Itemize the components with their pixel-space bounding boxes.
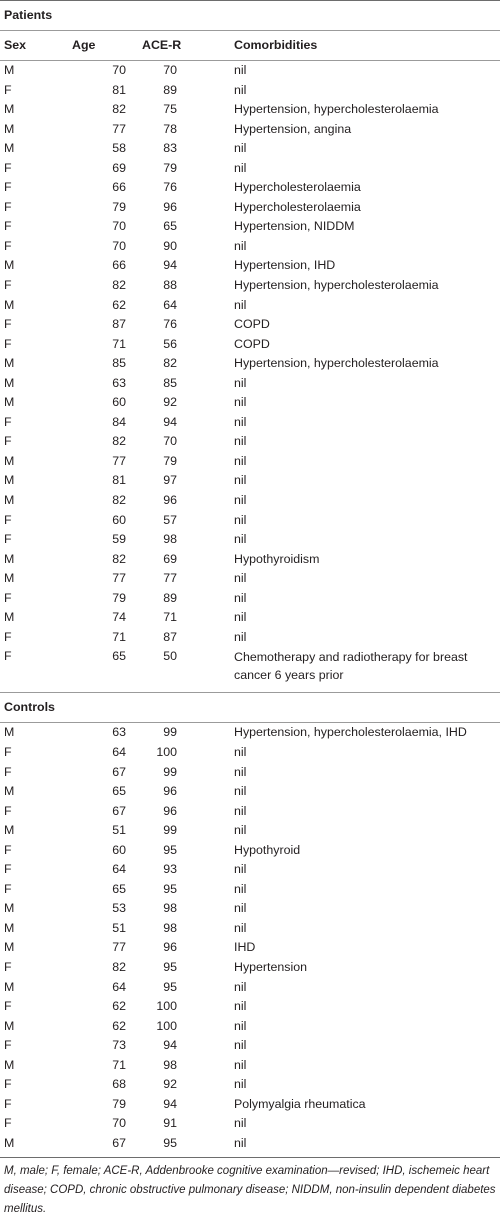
sex-cell: F: [4, 1038, 12, 1053]
age-cell: 64: [112, 744, 126, 759]
comorbidities-cell: nil: [234, 1057, 247, 1072]
comorbidities-cell: nil: [234, 63, 247, 77]
sex-cell: M: [4, 453, 15, 468]
age-cell: 82: [112, 493, 126, 508]
sex-cell: M: [4, 823, 15, 838]
age-cell: 82: [112, 278, 126, 293]
age-cell: 66: [112, 258, 126, 273]
sex-cell: M: [4, 940, 15, 955]
age-cell: 71: [112, 336, 126, 351]
comorbidities-cell: nil: [234, 414, 247, 429]
age-cell: 81: [112, 473, 126, 488]
sex-cell: M: [4, 1057, 15, 1072]
acer-cell: 70: [163, 434, 177, 449]
age-cell: 84: [112, 414, 126, 429]
sex-cell: F: [4, 336, 12, 351]
acer-cell: 69: [163, 551, 177, 566]
age-cell: 66: [112, 180, 126, 195]
acer-cell: 94: [163, 1038, 177, 1053]
sex-cell: F: [4, 434, 12, 449]
acer-cell: 57: [163, 512, 177, 527]
table-row: [0, 374, 500, 394]
acer-cell: 99: [163, 725, 177, 740]
acer-cell: 78: [163, 121, 177, 136]
comorbidities-cell: Hypercholesterolaemia: [234, 180, 361, 195]
age-cell: 65: [112, 649, 126, 664]
sex-cell: M: [4, 1018, 15, 1033]
acer-cell: 85: [163, 375, 177, 390]
comorbidities-cell: nil: [234, 823, 247, 838]
comorbidities-cell: nil: [234, 82, 247, 97]
acer-cell: 98: [163, 901, 177, 916]
comorbidities-cell: nil: [234, 862, 247, 877]
table-row: [0, 723, 500, 743]
acer-cell: 82: [163, 356, 177, 371]
comorbidities-cell: Hypertension, angina: [234, 121, 352, 136]
table-row: [0, 159, 500, 179]
sex-cell: F: [4, 82, 12, 97]
table-row: [0, 608, 500, 628]
age-cell: 63: [112, 725, 126, 740]
column-header-sex: Sex: [4, 38, 27, 52]
age-cell: 59: [112, 532, 126, 547]
sex-cell: M: [4, 901, 15, 916]
table-row: [0, 841, 500, 861]
table-row: [0, 530, 500, 550]
comorbidities-cell: COPD: [234, 317, 270, 332]
sex-cell: F: [4, 414, 12, 429]
table-row: [0, 1036, 500, 1056]
patients-rows-table: [0, 61, 500, 686]
sex-cell: F: [4, 160, 12, 175]
acer-cell: 87: [163, 629, 177, 644]
acer-cell: 56: [163, 336, 177, 351]
acer-cell: 64: [163, 297, 177, 312]
age-cell: 51: [112, 823, 126, 838]
comorbidities-cell: Hypertension, hypercholesterolaemia, IHD: [234, 725, 467, 740]
comorbidities-cell: Hypercholesterolaemia: [234, 199, 361, 214]
sex-cell: F: [4, 512, 12, 527]
age-cell: 70: [112, 1116, 126, 1131]
acer-cell: 92: [163, 1077, 177, 1092]
comorbidities-cell: nil: [234, 764, 247, 779]
table-row: [0, 315, 500, 335]
table-row: [0, 978, 500, 998]
comorbidities-cell: nil: [234, 512, 247, 527]
acer-cell: 92: [163, 395, 177, 410]
table-row: [0, 81, 500, 101]
acer-cell: 100: [156, 1018, 177, 1033]
sex-cell: M: [4, 63, 15, 77]
comorbidities-cell: nil: [234, 453, 247, 468]
age-cell: 60: [112, 842, 126, 857]
age-cell: 82: [112, 102, 126, 117]
comorbidities-cell: Hypertension, NIDDM: [234, 219, 355, 234]
sex-cell: M: [4, 610, 15, 625]
table-row: [0, 743, 500, 763]
sex-cell: F: [4, 744, 12, 759]
comorbidities-cell: Hypothyroid: [234, 842, 301, 857]
sex-cell: F: [4, 649, 12, 664]
table-row: [0, 1075, 500, 1095]
acer-cell: 97: [163, 473, 177, 488]
acer-cell: 91: [163, 1116, 177, 1131]
age-cell: 60: [112, 395, 126, 410]
table-row: [0, 413, 500, 433]
age-cell: 79: [112, 590, 126, 605]
table-row: [0, 178, 500, 198]
table-footnote: M, male; F, female; ACE-R, Addenbrooke cognitive examination—revised; IHD, ischemeic heart disease; COPD, chronic obstructive pulmonary disease; NIDDM, non-insulin dependent diabetes mellitus.: [4, 1165, 496, 1216]
sex-cell: F: [4, 317, 12, 332]
age-cell: 62: [112, 1018, 126, 1033]
table-row: [0, 1017, 500, 1037]
acer-cell: 99: [163, 764, 177, 779]
acer-cell: 98: [163, 532, 177, 547]
age-cell: 51: [112, 920, 126, 935]
comorbidities-cell: nil: [234, 532, 247, 547]
sex-cell: M: [4, 258, 15, 273]
comorbidities-cell: Hypertension, IHD: [234, 258, 336, 273]
sex-cell: M: [4, 979, 15, 994]
sex-cell: M: [4, 725, 15, 740]
age-cell: 62: [112, 297, 126, 312]
acer-cell: 100: [156, 999, 177, 1014]
table-row: [0, 938, 500, 958]
table-row: [0, 782, 500, 802]
table-row: [0, 821, 500, 841]
table-row: [0, 471, 500, 491]
acer-cell: 71: [163, 610, 177, 625]
acer-cell: 94: [163, 414, 177, 429]
comorbidities-cell: nil: [234, 881, 247, 896]
comorbidities-cell: IHD: [234, 940, 256, 955]
table-row: [0, 1056, 500, 1076]
acer-cell: 75: [163, 102, 177, 117]
age-cell: 77: [112, 453, 126, 468]
sex-cell: M: [4, 356, 15, 371]
sex-cell: M: [4, 920, 15, 935]
column-header-comorbidities: Comorbidities: [234, 38, 318, 52]
acer-cell: 95: [163, 959, 177, 974]
sex-cell: F: [4, 959, 12, 974]
age-cell: 65: [112, 784, 126, 799]
controls-section-title: Controls: [4, 700, 55, 715]
sex-cell: F: [4, 238, 12, 253]
sex-cell: M: [4, 473, 15, 488]
controls-rows-table: [0, 723, 500, 1153]
acer-cell: 70: [163, 63, 177, 77]
age-cell: 81: [112, 82, 126, 97]
sex-cell: M: [4, 297, 15, 312]
sex-cell: F: [4, 219, 12, 234]
age-cell: 82: [112, 434, 126, 449]
controls-title-table: [0, 693, 500, 722]
table-row: [0, 354, 500, 374]
age-cell: 82: [112, 551, 126, 566]
comorbidities-cell: nil: [234, 160, 247, 175]
acer-cell: 96: [163, 784, 177, 799]
age-cell: 63: [112, 375, 126, 390]
sex-cell: M: [4, 551, 15, 566]
acer-cell: 83: [163, 141, 177, 156]
table-row: [0, 237, 500, 257]
sex-cell: F: [4, 1096, 12, 1111]
comorbidities-cell: nil: [234, 901, 247, 916]
sex-cell: M: [4, 1135, 15, 1150]
acer-cell: 96: [163, 199, 177, 214]
sex-cell: F: [4, 881, 12, 896]
table-row: [0, 393, 500, 413]
acer-cell: 96: [163, 940, 177, 955]
comorbidities-cell: Hypothyroidism: [234, 551, 320, 566]
table-row: [0, 958, 500, 978]
age-cell: 64: [112, 979, 126, 994]
acer-cell: 95: [163, 881, 177, 896]
acer-cell: 90: [163, 238, 177, 253]
table-row: [0, 217, 500, 237]
comorbidities-cell: nil: [234, 803, 247, 818]
table-row: [0, 1114, 500, 1134]
acer-cell: 88: [163, 278, 177, 293]
table-row: [0, 860, 500, 880]
sex-cell: M: [4, 375, 15, 390]
table-row: [0, 61, 500, 81]
comorbidities-cell: nil: [234, 434, 247, 449]
column-header-acer: ACE-R: [142, 38, 182, 52]
sex-cell: M: [4, 784, 15, 799]
patients-section-title: Patients: [4, 8, 53, 22]
age-cell: 67: [112, 1135, 126, 1150]
controls-section-row: [0, 693, 500, 722]
table-row: [0, 120, 500, 140]
age-cell: 71: [112, 629, 126, 644]
age-cell: 71: [112, 1057, 126, 1072]
comorbidities-cell: nil: [234, 590, 247, 605]
age-cell: 69: [112, 160, 126, 175]
age-cell: 67: [112, 764, 126, 779]
table-row: [0, 335, 500, 355]
age-cell: 70: [112, 63, 126, 77]
acer-cell: 98: [163, 1057, 177, 1072]
sex-cell: F: [4, 1116, 12, 1131]
table-row: [0, 628, 500, 648]
patients-table-body: [0, 1, 500, 30]
age-cell: 65: [112, 881, 126, 896]
acer-cell: 76: [163, 180, 177, 195]
table-row: [0, 1095, 500, 1115]
age-cell: 68: [112, 1077, 126, 1092]
comorbidities-cell: nil: [234, 395, 247, 410]
acer-cell: 89: [163, 590, 177, 605]
column-header-table: [0, 31, 500, 60]
sex-cell: F: [4, 862, 12, 877]
comorbidities-cell: nil: [234, 784, 247, 799]
controls-rows: [0, 723, 500, 1153]
sex-cell: F: [4, 803, 12, 818]
patients-rows: [0, 61, 500, 686]
comorbidities-cell: nil: [234, 1018, 247, 1033]
table-row: [0, 276, 500, 296]
sex-cell: F: [4, 199, 12, 214]
comorbidities-cell: Hypertension, hypercholesterolaemia: [234, 102, 439, 117]
acer-cell: 77: [163, 571, 177, 586]
age-cell: 87: [112, 317, 126, 332]
comorbidities-cell: nil: [234, 979, 247, 994]
table-row: [0, 569, 500, 589]
patients-section-row: [0, 1, 500, 30]
age-cell: 85: [112, 356, 126, 371]
table-row: [0, 647, 500, 686]
sex-cell: M: [4, 121, 15, 136]
comorbidities-cell: Polymyalgia rheumatica: [234, 1096, 366, 1111]
acer-cell: 79: [163, 453, 177, 468]
table-row: [0, 899, 500, 919]
table-row: [0, 432, 500, 452]
comorbidities-cell: nil: [234, 141, 247, 156]
age-cell: 73: [112, 1038, 126, 1053]
table-row: [0, 997, 500, 1017]
table-row: [0, 1134, 500, 1154]
comorbidities-cell: nil: [234, 493, 247, 508]
age-cell: 82: [112, 959, 126, 974]
table-row: [0, 919, 500, 939]
comorbidities-cell: nil: [234, 1116, 247, 1131]
comorbidities-cell: nil: [234, 629, 247, 644]
comorbidities-cell: nil: [234, 375, 247, 390]
sex-cell: F: [4, 532, 12, 547]
comorbidities-cell: Chemotherapy and radiotherapy for breast cancer 6 years prior: [234, 650, 468, 683]
sex-cell: F: [4, 278, 12, 293]
comorbidities-cell: Hypertension, hypercholesterolaemia: [234, 356, 439, 371]
table-row: [0, 256, 500, 276]
comorbidities-cell: nil: [234, 744, 247, 759]
acer-cell: 99: [163, 823, 177, 838]
acer-cell: 79: [163, 160, 177, 175]
age-cell: 62: [112, 999, 126, 1014]
acer-cell: 94: [163, 1096, 177, 1111]
table-row: [0, 139, 500, 159]
table-row: [0, 452, 500, 472]
acer-cell: 95: [163, 1135, 177, 1150]
age-cell: 58: [112, 141, 126, 156]
age-cell: 77: [112, 121, 126, 136]
comorbidities-cell: COPD: [234, 336, 270, 351]
column-header-age: Age: [72, 38, 96, 52]
table-row: [0, 763, 500, 783]
comorbidities-cell: nil: [234, 297, 247, 312]
table-row: [0, 802, 500, 822]
comorbidities-cell: nil: [234, 1077, 247, 1092]
table-row: [0, 880, 500, 900]
sex-cell: M: [4, 395, 15, 410]
comorbidities-cell: nil: [234, 1038, 247, 1053]
comorbidities-cell: nil: [234, 473, 247, 488]
age-cell: 70: [112, 238, 126, 253]
table-row: [0, 589, 500, 609]
acer-cell: 76: [163, 317, 177, 332]
column-header-row: [0, 31, 500, 60]
acer-cell: 95: [163, 842, 177, 857]
table-row: [0, 511, 500, 531]
comorbidities-cell: nil: [234, 610, 247, 625]
comorbidities-cell: nil: [234, 238, 247, 253]
acer-cell: 96: [163, 803, 177, 818]
age-cell: 77: [112, 571, 126, 586]
sex-cell: M: [4, 141, 15, 156]
comorbidities-cell: nil: [234, 571, 247, 586]
comorbidities-cell: nil: [234, 1135, 247, 1150]
sex-cell: F: [4, 999, 12, 1014]
age-cell: 60: [112, 512, 126, 527]
acer-cell: 65: [163, 219, 177, 234]
age-cell: 70: [112, 219, 126, 234]
table-row: [0, 296, 500, 316]
acer-cell: 89: [163, 82, 177, 97]
age-cell: 74: [112, 610, 126, 625]
age-cell: 53: [112, 901, 126, 916]
age-cell: 79: [112, 199, 126, 214]
acer-cell: 100: [156, 744, 177, 759]
sex-cell: F: [4, 590, 12, 605]
comorbidities-cell: Hypertension: [234, 959, 308, 974]
age-cell: 64: [112, 862, 126, 877]
age-cell: 67: [112, 803, 126, 818]
age-cell: 77: [112, 940, 126, 955]
patient-characteristics-table: [0, 1, 500, 30]
acer-cell: 98: [163, 920, 177, 935]
table-row: [0, 198, 500, 218]
sex-cell: M: [4, 493, 15, 508]
acer-cell: 50: [163, 649, 177, 664]
acer-cell: 95: [163, 979, 177, 994]
acer-cell: 94: [163, 258, 177, 273]
age-cell: 79: [112, 1096, 126, 1111]
sex-cell: M: [4, 571, 15, 586]
table-row: [0, 100, 500, 120]
table-row: [0, 550, 500, 570]
comorbidities-cell: nil: [234, 920, 247, 935]
sex-cell: F: [4, 842, 12, 857]
comorbidities-cell: Hypertension, hypercholesterolaemia: [234, 278, 439, 293]
comorbidities-cell: nil: [234, 999, 247, 1014]
acer-cell: 96: [163, 493, 177, 508]
acer-cell: 93: [163, 862, 177, 877]
sex-cell: F: [4, 764, 12, 779]
sex-cell: F: [4, 629, 12, 644]
sex-cell: F: [4, 180, 12, 195]
sex-cell: M: [4, 102, 15, 117]
table-row: [0, 491, 500, 511]
sex-cell: F: [4, 1077, 12, 1092]
